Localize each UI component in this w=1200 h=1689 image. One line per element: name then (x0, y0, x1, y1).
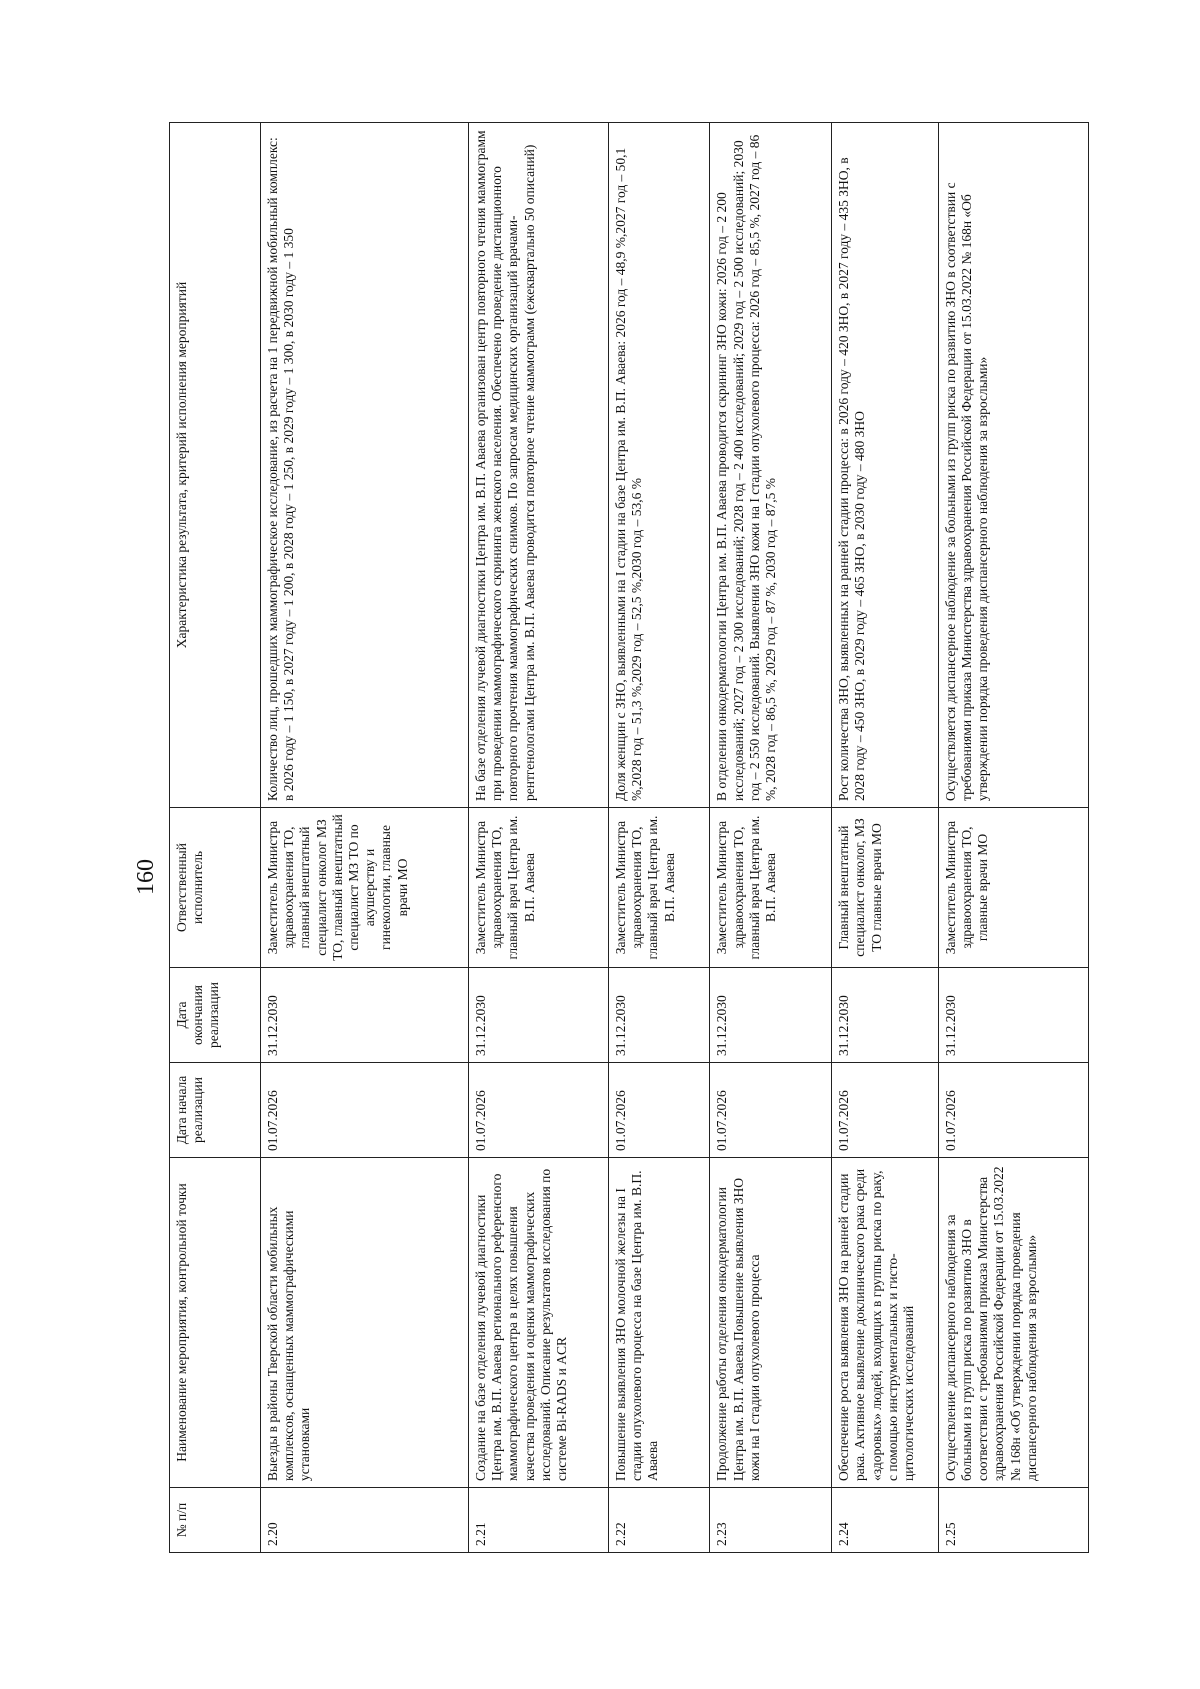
table-row (710, 123, 832, 1553)
cell-characteristic: В отделении онкодерматологии Центра им. В.П. Аваева проводится скрининг ЗНО кожи: 2026 год – 2 200 исследований; 2027 год – 2 300 исследований; 2028 год – 2 400 исследований; 2029 год – 2 500 исследований; 2030 год – 2 550 исследований. Выявлении ЗНО кожи на I стадии опухолевого процесса: 2026 год – 85,5 %, 2027 год – 86 %, 2028 год – 86,5 %, 2029 год – 87 %, 2030 год – 87,5 % (710, 123, 832, 808)
cell-num: 2.23 (710, 1488, 832, 1553)
cell-end-date: 31.12.2030 (938, 968, 1088, 1063)
cell-name: Повышение выявления ЗНО молочной железы на I стадии опухолевого процесса на базе Центра им. В.П. Аваева (609, 1158, 710, 1488)
cell-num: 2.22 (609, 1488, 710, 1553)
cell-name: Создание на базе отделения лучевой диагностики Центра им. В.П. Аваева регионального референсного маммографического центра в целях повышения качества проведения и оценки маммографических исследований. Описание результатов исследования по системе Bi-RADS и ACR (469, 1158, 609, 1488)
table-row (261, 123, 469, 1553)
cell-responsible: Заместитель Министра здравоохранения ТО, главные врачи МО (938, 808, 1088, 968)
table-row (609, 123, 710, 1553)
cell-responsible: Заместитель Министра здравоохранения ТО, главный врач Центра им. В.П. Аваева (609, 808, 710, 968)
cell-responsible: Главный внештатный специалист онколог, МЗ ТО главные врачи МО (832, 808, 939, 968)
table-row (938, 123, 1088, 1553)
page-number: 160 (133, 859, 159, 895)
cell-num: 2.25 (938, 1488, 1088, 1553)
cell-start-date: 01.07.2026 (832, 1063, 939, 1158)
header-characteristic: Характеристика результата, критерий исполнения мероприятий (170, 123, 261, 808)
table-row (832, 123, 939, 1553)
cell-responsible: Заместитель Министра здравоохранения ТО, главный врач Центра им. В.П. Аваева (469, 808, 609, 968)
cell-start-date: 01.07.2026 (938, 1063, 1088, 1158)
cell-name: Осуществление диспансерного наблюдения за больными из групп риска по развитию ЗНО в соответствии с требованиями приказа Министерства здравоохранения Российской Федерации от 15.03.2022 № 168н «Об утверждении порядка проведения диспансерного наблюдения за взрослыми» (938, 1158, 1088, 1488)
cell-start-date: 01.07.2026 (261, 1063, 469, 1158)
header-name: Наименование мероприятия, контрольной точки (170, 1158, 261, 1488)
cell-end-date: 31.12.2030 (832, 968, 939, 1063)
cell-responsible: Заместитель Министра здравоохранения ТО, главный внештатный специалист онколог МЗ ТО, главный внештатный специалист МЗ ТО по акушерству и гинекологии, главные врачи МО (261, 808, 469, 968)
table-header-row (170, 123, 261, 1553)
cell-end-date: 31.12.2030 (261, 968, 469, 1063)
header-start-date: Дата начала реализации (170, 1063, 261, 1158)
cell-num: 2.24 (832, 1488, 939, 1553)
cell-end-date: 31.12.2030 (710, 968, 832, 1063)
rotated-table-container (169, 123, 1089, 1553)
cell-end-date: 31.12.2030 (469, 968, 609, 1063)
cell-characteristic: Рост количества ЗНО, выявленных на ранней стадии процесса: в 2026 году – 420 ЗНО, в 2027 году – 435 ЗНО, в 2028 году – 450 ЗНО, в 2029 году – 465 ЗНО, в 2030 году – 480 ЗНО (832, 123, 939, 808)
header-responsible: Ответственный исполнитель (170, 808, 261, 968)
cell-start-date: 01.07.2026 (710, 1063, 832, 1158)
cell-start-date: 01.07.2026 (609, 1063, 710, 1158)
cell-characteristic: Количество лиц, прошедших маммографическое исследование, из расчета на 1 передвижной мобильный комплекс: в 2026 году – 1 150, в 2027 году – 1 200, в 2028 году – 1 250, в 2029 году – 1 300, в 2030 году – 1 350 (261, 123, 469, 808)
header-num: № п/п (170, 1488, 261, 1553)
cell-characteristic: Доля женщин с ЗНО, выявленными на I стадии на базе Центра им. В.П. Аваева: 2026 год – 48,9 %,2027 год – 50,1 %,2028 год – 51,3 %,2029 год – 52,5 %,2030 год – 53,6 % (609, 123, 710, 808)
measures-table (169, 122, 1089, 1553)
cell-name: Выезды в районы Тверской области мобильных комплексов, оснащенных маммографическими установками (261, 1158, 469, 1488)
cell-characteristic: Осуществляется диспансерное наблюдение за больными из групп риска по развитию ЗНО в соответствии с требованиями приказа Министерства здравоохранения Российской Федерации от 15.03.2022 № 168н «Об утверждении порядка проведения диспансерного наблюдения за взрослыми» (938, 123, 1088, 808)
header-end-date: Дата окончания реализации (170, 968, 261, 1063)
cell-name: Обеспечение роста выявления ЗНО на ранней стадии рака. Активное выявление доклинического рака среди «здоровых» людей, входящих в группы риска по раку, с помощью инструментальных и гисто-цитологических исследований (832, 1158, 939, 1488)
cell-start-date: 01.07.2026 (469, 1063, 609, 1158)
cell-end-date: 31.12.2030 (609, 968, 710, 1063)
cell-num: 2.20 (261, 1488, 469, 1553)
cell-num: 2.21 (469, 1488, 609, 1553)
cell-characteristic: На базе отделения лучевой диагностики Центра им. В.П. Аваева организован центр повторного чтения маммограмм при проведении маммографического скрининга женского населения. Обеспечено проведение дистанционного повторного прочтения маммографических снимков. По запросам медицинских организаций врачами-рентгенологами Центра им. В.П. Аваева проводится повторное чтение маммограмм (ежеквартально 50 описаний) (469, 123, 609, 808)
table-row (469, 123, 609, 1553)
cell-responsible: Заместитель Министра здравоохранения ТО, главный врач Центра им. В.П. Аваева (710, 808, 832, 968)
cell-name: Продолжение работы отделения онкодерматологии Центра им. В.П. Аваева.Повышение выявления ЗНО кожи на I стадии опухолевого процесса (710, 1158, 832, 1488)
